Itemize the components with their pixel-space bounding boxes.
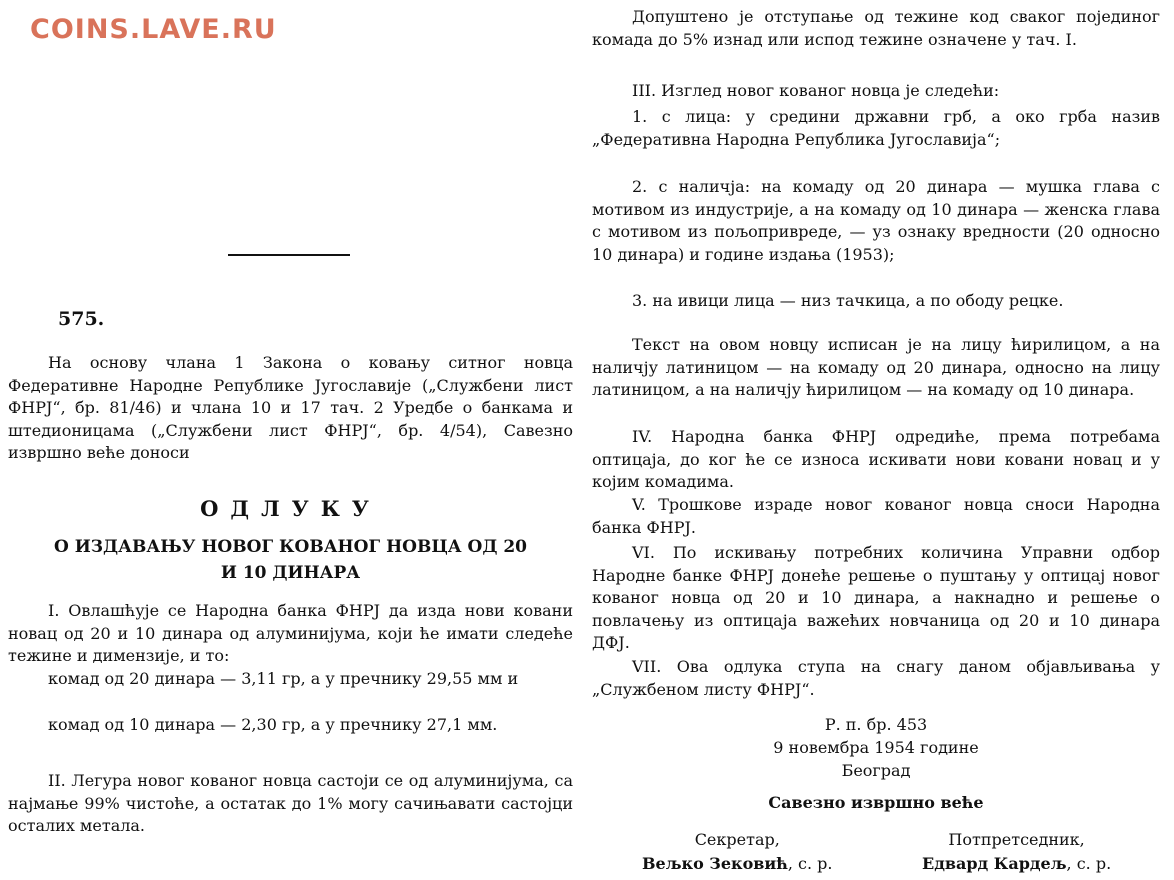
decision-number: 575.: [58, 308, 105, 330]
subtitle-line-2: И 10 ДИНАРА: [220, 563, 361, 583]
section-2: II. Легура новог кованог новца састоји се од алуминијума, са најмање 99% чистоће, а остатак до 1% могу сачињавати састојци осталих метала.: [8, 771, 573, 835]
vice-suffix: , с. р.: [1066, 854, 1112, 873]
document-title: ОДЛУКУ: [200, 496, 381, 521]
coin-10-spec: комад од 10 динара — 2,30 гр, а у пречнику 27,1 мм.: [48, 715, 498, 734]
vice-line: [922, 852, 1111, 876]
secretary-name: Вељко Зековић: [642, 854, 788, 873]
site-watermark: COINS.LAVE.RU: [30, 14, 277, 45]
reference-number: Р. п. бр. 453: [824, 715, 928, 734]
section-6: VI. По искивању потребних количина Управни одбор Народне банке ФНРЈ донеће решење о пуштању у оптицај новог кованог новца од 20 и 10 динара, а накнадно и решење о повлачењу из оптицаја важећих новчаница од 20 и 10 динара ДФЈ.: [592, 543, 1160, 652]
document-subtitle: [8, 534, 573, 586]
council-name: Савезно извршно веће: [768, 793, 984, 812]
tolerance-paragraph: Допуштено је отступање од тежине код сваког појединог комада до 5% изнад или испод тежине означене у тач. I.: [592, 7, 1160, 49]
section-3-1: 1. с лица: у средини државни грб, а око грба назив „Федеративна Народна Република Југославија“;: [592, 107, 1160, 149]
section-5: V. Трошкове израде новог кованог новца сноси Народна банка ФНРЈ.: [592, 495, 1160, 537]
secretary-suffix: , с. р.: [787, 854, 833, 873]
text-note: Текст на овом новцу исписан је на лицу ћирилицом, а на наличју латиницом — на комаду од 20 динара, односно на лицу латиницом, а на наличју ћирилицом — на комаду од 10 динара.: [592, 335, 1160, 399]
vice-name: Едвард Кардељ: [922, 854, 1067, 873]
coin-20-spec: комад од 20 динара — 3,11 гр, а у пречнику 29,55 мм и: [48, 669, 519, 688]
preamble: На основу члана 1 Закона о ковању ситног новца Федеративне Народне Републике Југославије („Службени лист ФНРЈ“, бр. 81/46) и члана 10 и 17 тач. 2 Уредбе о банкама и штедионицама („Службени лист ФНРЈ“, бр. 4/54), Савезно извршно веће доноси: [8, 353, 573, 462]
secretary-line: [642, 852, 833, 876]
secretary-title: Секретар,: [694, 830, 780, 849]
section-7: VII. Ова одлука ступа на снагу даном објављивања у „Службеном листу ФНРЈ“.: [592, 657, 1160, 699]
vice-signature: [922, 828, 1111, 876]
issue-date: 9 новембра 1954 године: [773, 738, 979, 757]
separator-rule: [228, 254, 350, 256]
subtitle-line-1: О ИЗДАВАЊУ НОВОГ КОВАНОГ НОВЦА ОД 20: [53, 537, 528, 557]
section-4: IV. Народна банка ФНРЈ одредиће, према потребама оптицаја, до ког ће се износа искивати нови ковани новац и у којим комадима.: [592, 427, 1160, 491]
secretary-signature: [642, 828, 833, 876]
section-3: III. Изглед новог кованог новца је следећи:: [632, 81, 1000, 100]
section-3-3: 3. на ивици лица — низ тачкица, а по ободу рецке.: [632, 291, 1064, 310]
section-1: I. Овлашћује се Народна банка ФНРЈ да изда нови ковани новац од 20 и 10 динара од алуминијума, који ће имати следеће тежине и димензије, и то:: [8, 601, 573, 665]
section-3-2: 2. с наличја: на комаду од 20 динара — мушка глава с мотивом из индустрије, а на комаду од 10 динара — женска глава с мотивом из пољопривреде, — уз ознаку вредности (20 односно 10 динара) и године издања (1953);: [592, 177, 1160, 264]
vice-title: Потпретседник,: [948, 830, 1085, 849]
issue-place: Београд: [841, 761, 911, 780]
